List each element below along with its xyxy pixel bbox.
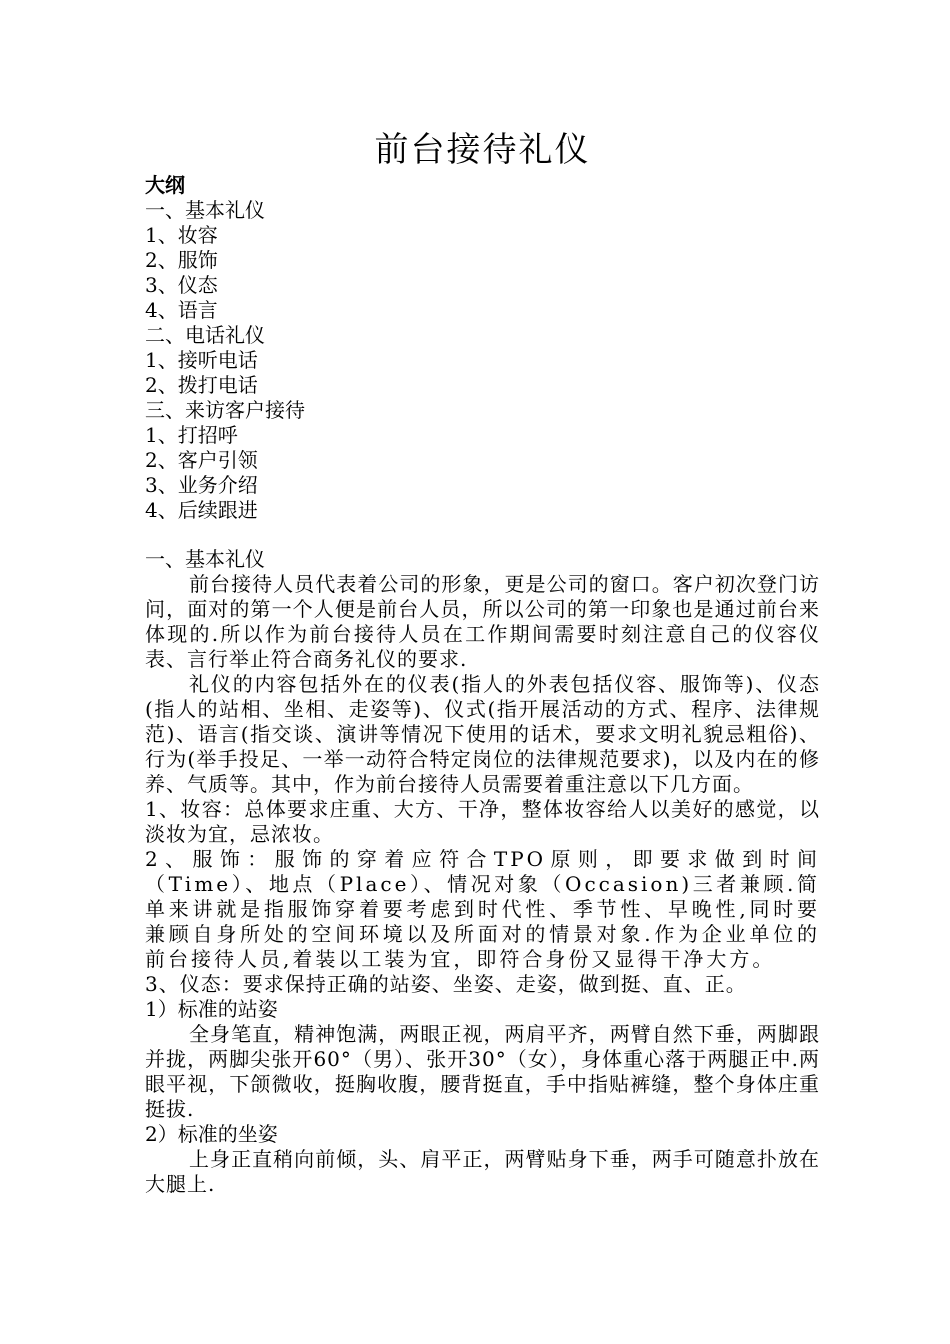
paragraph: 2、服饰：服饰的穿着应符合TPO原则，即要求做到时间（Time）、地点（Place）、情况对象（Occasion)三者兼顾.简单来讲就是指服饰穿着要考虑到时代性、季节性、早晚性,同时要兼顾自身所处的空间环境以及所面对的情景对象.作为企业单位的前台接待人员,着装以工装为宜，即符合身份又显得干净大方。 [145,847,820,971]
outline-heading: 大纲 [145,173,185,197]
subheading: 1）标准的站姿 [145,997,278,1021]
outline-item: 4、后续跟进 [145,498,258,522]
document-page [145,0,820,1344]
subheading: 2）标准的坐姿 [145,1122,278,1146]
paragraph: 全身笔直，精神饱满，两眼正视，两肩平齐，两臂自然下垂，两脚跟并拢，两脚尖张开60°（男）、张开30°（女），身体重心落于两腿正中.两眼平视，下颌微收，挺胸收腹，腰背挺直，手中指贴裤缝，整个身体庄重挺拔. [145,1022,820,1121]
body-section [145,547,820,1197]
outline-item: 3、仪态 [145,273,218,297]
outline-item: 三、来访客户接待 [145,398,305,422]
outline-item: 2、服饰 [145,248,218,272]
section-heading: 一、基本礼仪 [145,547,265,571]
outline-item: 1、妆容 [145,223,218,247]
outline-item: 2、客户引领 [145,448,258,472]
outline-item: 2、拨打电话 [145,373,258,397]
outline-item: 4、语言 [145,298,218,322]
outline-item: 二、电话礼仪 [145,323,265,347]
paragraph: 礼仪的内容包括外在的仪表(指人的外表包括仪容、服饰等)、仪态(指人的站相、坐相、走姿等)、仪式(指开展活动的方式、程序、法律规范)、语言(指交谈、演讲等情况下使用的话术，要求文明礼貌忌粗俗)、行为(举手投足、一举一动符合特定岗位的法律规范要求)，以及内在的修养、气质等。其中，作为前台接待人员需要着重注意以下几方面。 [145,672,820,796]
outline-item: 1、接听电话 [145,348,258,372]
paragraph: 前台接待人员代表着公司的形象，更是公司的窗口。客户初次登门访问，面对的第一个人便是前台人员，所以公司的第一印象也是通过前台来体现的.所以作为前台接待人员在工作期间需要时刻注意自己的仪容仪表、言行举止符合商务礼仪的要求. [145,572,820,671]
paragraph: 上身正直稍向前倾，头、肩平正，两臂贴身下垂，两手可随意扑放在大腿上. [145,1147,820,1196]
outline-section [145,173,820,523]
outline-item: 3、业务介绍 [145,473,258,497]
outline-item: 1、打招呼 [145,423,238,447]
paragraph: 3、仪态：要求保持正确的站姿、坐姿、走姿，做到挺、直、正。 [145,972,747,996]
paragraph: 1、妆容：总体要求庄重、大方、干净，整体妆容给人以美好的感觉，以淡妆为宜，忌浓妆。 [145,797,820,846]
outline-item: 一、基本礼仪 [145,198,265,222]
document-title: 前台接待礼仪 [374,130,591,170]
